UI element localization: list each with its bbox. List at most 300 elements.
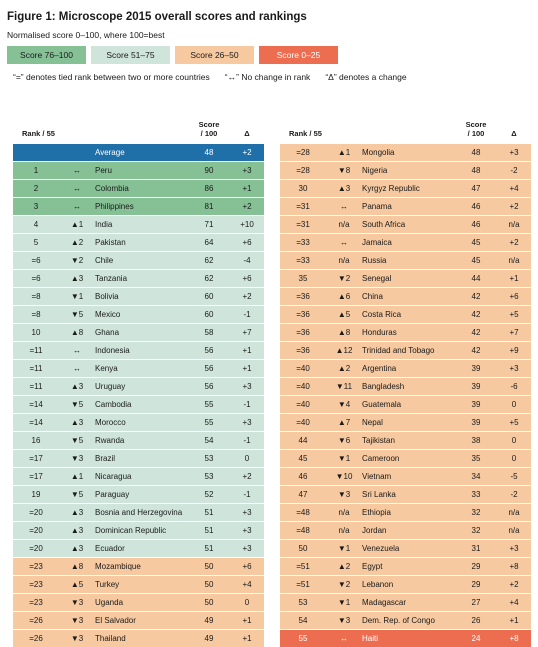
table-row	[13, 143, 264, 161]
score-cell: 58	[204, 328, 214, 337]
rank-change-cell: ▲3	[337, 184, 351, 193]
rank-cell: =23	[29, 580, 43, 589]
rank-change-cell: ▼1	[337, 454, 351, 463]
rank-cell: 10	[31, 328, 41, 337]
table-body	[280, 143, 531, 647]
country-name: South Africa	[362, 220, 406, 229]
score-change-cell: +2	[242, 202, 252, 211]
score-change-cell: +3	[242, 544, 252, 553]
rank-cell: 53	[298, 598, 308, 607]
rank-cell: 16	[31, 436, 41, 445]
score-change-cell: n/a	[508, 508, 520, 517]
table-row	[280, 467, 531, 485]
rank-change-cell: n/a	[338, 526, 350, 535]
score-change-cell: +10	[240, 220, 254, 229]
country-name: Chile	[95, 256, 114, 265]
rank-cell: 50	[298, 544, 308, 553]
score-cell: 29	[471, 580, 481, 589]
rank-change-cell: ↔	[73, 202, 81, 211]
rank-cell: =6	[31, 256, 41, 265]
score-change-cell: n/a	[508, 256, 520, 265]
table-row	[280, 503, 531, 521]
score-change-cell: +5	[509, 418, 519, 427]
score-change-cell: +6	[242, 562, 252, 571]
score-change-cell: -4	[243, 256, 251, 265]
score-cell: 42	[471, 292, 481, 301]
table-row	[280, 215, 531, 233]
score-change-cell: 0	[511, 436, 517, 445]
country-name: Pakistan	[95, 238, 126, 247]
table-row	[13, 431, 264, 449]
table-row	[13, 503, 264, 521]
rank-change-cell: ▲3	[70, 382, 84, 391]
table-row	[280, 431, 531, 449]
rank-cell: =48	[296, 508, 310, 517]
table-row	[280, 161, 531, 179]
country-name: Morocco	[95, 418, 126, 427]
country-name: Thailand	[95, 634, 126, 643]
score-change-cell: +1	[242, 364, 252, 373]
score-cell: 56	[204, 346, 214, 355]
table-row	[280, 359, 531, 377]
score-change-cell: +9	[509, 346, 519, 355]
rank-cell: =20	[29, 508, 43, 517]
country-name: Argentina	[362, 364, 397, 373]
header-score-line2: / 100	[467, 129, 485, 138]
score-change-cell: -1	[243, 400, 251, 409]
rank-cell: 4	[33, 220, 39, 229]
rank-change-cell: ▼5	[70, 490, 84, 499]
table-row	[280, 377, 531, 395]
table-row	[280, 395, 531, 413]
country-name: Sri Lanka	[362, 490, 396, 499]
rank-change-cell: ↔	[73, 166, 81, 175]
rank-change-cell: ▲3	[70, 526, 84, 535]
score-change-cell: -5	[510, 472, 518, 481]
rank-cell: =36	[296, 328, 310, 337]
rank-change-cell: ▼11	[335, 382, 353, 391]
rank-change-cell: ▲8	[337, 328, 351, 337]
rank-change-cell: ▼3	[70, 598, 84, 607]
rank-cell: =8	[31, 292, 41, 301]
score-cell: 81	[204, 202, 214, 211]
score-legend	[7, 46, 338, 64]
rank-change-cell: ▲12	[335, 346, 353, 355]
rank-change-cell: ↔	[340, 634, 348, 643]
country-name: Nigeria	[362, 166, 388, 175]
table-row	[13, 485, 264, 503]
table-row	[13, 179, 264, 197]
table-row	[280, 179, 531, 197]
rank-change-cell: ▼5	[70, 310, 84, 319]
rank-cell: =40	[296, 400, 310, 409]
score-change-cell: +4	[509, 598, 519, 607]
score-cell: 56	[204, 364, 214, 373]
rank-cell: =31	[296, 202, 310, 211]
country-name: Peru	[95, 166, 112, 175]
table-row	[13, 197, 264, 215]
country-name: Dominican Republic	[95, 526, 167, 535]
table-row	[280, 413, 531, 431]
rank-change-cell: ▲7	[337, 418, 351, 427]
rank-change-cell: ▲3	[70, 418, 84, 427]
score-change-cell: n/a	[508, 220, 520, 229]
score-change-cell: +6	[509, 292, 519, 301]
rank-change-cell: ▲2	[70, 238, 84, 247]
score-cell: 86	[204, 184, 214, 193]
country-name: Tajikistan	[362, 436, 395, 445]
rank-change-cell: ▲1	[70, 220, 84, 229]
rank-change-cell: ▼3	[337, 490, 351, 499]
table-row	[13, 251, 264, 269]
country-name: Nicaragua	[95, 472, 132, 481]
score-change-cell: +8	[509, 562, 519, 571]
score-change-cell: 0	[511, 400, 517, 409]
score-change-cell: +3	[509, 544, 519, 553]
score-change-cell: +2	[509, 238, 519, 247]
country-name: Haiti	[362, 634, 379, 643]
score-change-cell: +4	[509, 184, 519, 193]
rank-cell: =8	[31, 310, 41, 319]
ranking-table-right	[280, 112, 531, 647]
rank-change-cell: ▼8	[337, 166, 351, 175]
country-name: Guatemala	[362, 400, 402, 409]
country-name: Cameroon	[362, 454, 400, 463]
table-row	[13, 215, 264, 233]
rank-cell: =26	[29, 634, 43, 643]
rank-cell: =11	[29, 346, 43, 355]
score-cell: 53	[204, 454, 214, 463]
country-name: Jamaica	[362, 238, 392, 247]
country-name: Jordan	[362, 526, 387, 535]
rank-cell: 44	[298, 436, 308, 445]
rank-change-cell: ↔	[340, 202, 348, 211]
country-name: Paraguay	[95, 490, 130, 499]
country-name: Egypt	[362, 562, 383, 571]
country-name: Ecuador	[95, 544, 125, 553]
table-row	[13, 593, 264, 611]
country-name: Average	[95, 148, 125, 157]
score-cell: 48	[204, 148, 214, 157]
table-row	[280, 449, 531, 467]
score-cell: 44	[471, 274, 481, 283]
country-name: El Salvador	[95, 616, 136, 625]
rank-cell: 35	[298, 274, 308, 283]
score-cell: 60	[204, 310, 214, 319]
country-name: Lebanon	[362, 580, 394, 589]
score-cell: 39	[471, 400, 481, 409]
rank-change-cell: ▼3	[70, 454, 84, 463]
score-change-cell: +2	[242, 292, 252, 301]
rank-cell: =11	[29, 364, 43, 373]
rank-cell: =14	[29, 418, 43, 427]
rank-cell: =36	[296, 292, 310, 301]
score-cell: 42	[471, 310, 481, 319]
score-cell: 51	[204, 544, 214, 553]
score-cell: 50	[204, 598, 214, 607]
rank-change-cell: ▲5	[70, 580, 84, 589]
rank-cell: 55	[298, 634, 308, 643]
header-score-line1: Score	[198, 120, 220, 129]
table-row	[280, 341, 531, 359]
score-cell: 46	[471, 202, 481, 211]
score-cell: 48	[471, 148, 481, 157]
legend-swatch-26-50: Score 26–50	[175, 46, 254, 64]
ranking-table-left	[13, 112, 264, 647]
score-cell: 50	[204, 562, 214, 571]
table-row	[280, 557, 531, 575]
rank-change-cell: ▼10	[335, 472, 353, 481]
rank-change-cell: ▼4	[337, 400, 351, 409]
score-cell: 47	[471, 184, 481, 193]
score-cell: 50	[204, 580, 214, 589]
score-cell: 45	[471, 238, 481, 247]
rank-cell: =48	[296, 526, 310, 535]
rank-cell: =6	[31, 274, 41, 283]
score-change-cell: +7	[509, 328, 519, 337]
score-change-cell: 0	[511, 454, 517, 463]
score-change-cell: +8	[509, 634, 519, 643]
country-name: Vietnam	[362, 472, 392, 481]
country-name: Dem. Rep. of Congo	[362, 616, 435, 625]
country-name: Turkey	[95, 580, 120, 589]
table-row	[13, 557, 264, 575]
rank-cell: 47	[298, 490, 308, 499]
table-row	[13, 395, 264, 413]
rank-change-cell: ▲3	[70, 508, 84, 517]
rank-cell: 45	[298, 454, 308, 463]
score-cell: 52	[204, 490, 214, 499]
score-change-cell: +3	[242, 508, 252, 517]
score-cell: 34	[471, 472, 481, 481]
rank-change-cell: ▼3	[337, 616, 351, 625]
country-name: Russia	[362, 256, 387, 265]
rank-cell: =40	[296, 364, 310, 373]
rank-change-cell: ▲8	[70, 328, 84, 337]
score-cell: 39	[471, 364, 481, 373]
rank-change-cell: ▲2	[337, 364, 351, 373]
rank-cell: 30	[298, 184, 308, 193]
header-score	[458, 120, 494, 138]
notes	[13, 72, 407, 82]
country-name: Trinidad and Tobago	[362, 346, 435, 355]
table-row	[13, 233, 264, 251]
country-name: Bangladesh	[362, 382, 405, 391]
score-cell: 38	[471, 436, 481, 445]
score-change-cell: -1	[243, 490, 251, 499]
note-tied-rank: “=” denotes tied rank between two or more countries	[13, 72, 210, 82]
country-name: Kenya	[95, 364, 118, 373]
table-row	[280, 269, 531, 287]
table-row	[13, 161, 264, 179]
score-cell: 39	[471, 382, 481, 391]
score-cell: 45	[471, 256, 481, 265]
country-name: Honduras	[362, 328, 397, 337]
score-cell: 32	[471, 508, 481, 517]
table-row	[280, 575, 531, 593]
rank-change-cell: ↔	[73, 364, 81, 373]
table-row	[280, 143, 531, 161]
rank-change-cell: ▼2	[70, 256, 84, 265]
country-name: Philippines	[95, 202, 134, 211]
rank-change-cell: ▲6	[337, 292, 351, 301]
rank-change-cell: ▼3	[70, 634, 84, 643]
header-score	[191, 120, 227, 138]
figure-subtitle: Normalised score 0–100, where 100=best	[7, 30, 165, 40]
rank-change-cell: ▼3	[70, 616, 84, 625]
note-no-change: “↔” No change in rank	[224, 72, 311, 82]
rank-cell: =11	[29, 382, 43, 391]
table-body	[13, 143, 264, 647]
country-name: Tanzania	[95, 274, 128, 283]
rank-change-cell: ▼5	[70, 400, 84, 409]
score-cell: 33	[471, 490, 481, 499]
table-row	[13, 269, 264, 287]
score-cell: 60	[204, 292, 214, 301]
score-cell: 26	[471, 616, 481, 625]
rank-change-cell: ▲3	[70, 544, 84, 553]
score-change-cell: +1	[242, 346, 252, 355]
table-header	[280, 112, 531, 143]
header-score-line1: Score	[465, 120, 487, 129]
country-name: Bosnia and Herzegovina	[95, 508, 183, 517]
rank-cell: =51	[296, 562, 310, 571]
table-row	[13, 521, 264, 539]
score-change-cell: +5	[509, 310, 519, 319]
header-rank: Rank / 55	[289, 129, 322, 138]
rank-cell: =23	[29, 562, 43, 571]
table-row	[13, 323, 264, 341]
score-change-cell: +1	[242, 634, 252, 643]
country-name: India	[95, 220, 113, 229]
rank-cell: =40	[296, 418, 310, 427]
score-change-cell: 0	[244, 454, 250, 463]
score-change-cell: -2	[510, 166, 518, 175]
table-row	[13, 539, 264, 557]
rank-change-cell: ▼1	[337, 598, 351, 607]
country-name: China	[362, 292, 383, 301]
country-name: Mexico	[95, 310, 121, 319]
rank-cell: =31	[296, 220, 310, 229]
rank-change-cell: ▼2	[337, 274, 351, 283]
rank-cell: 19	[31, 490, 41, 499]
country-name: Uganda	[95, 598, 124, 607]
score-change-cell: +3	[242, 382, 252, 391]
table-row	[280, 593, 531, 611]
table-row	[13, 305, 264, 323]
rank-change-cell: ↔	[340, 238, 348, 247]
score-change-cell: +7	[242, 328, 252, 337]
score-change-cell: +3	[242, 526, 252, 535]
score-cell: 51	[204, 508, 214, 517]
country-name: Colombia	[95, 184, 129, 193]
score-cell: 62	[204, 274, 214, 283]
rank-change-cell: ↔	[73, 346, 81, 355]
country-name: Brazil	[95, 454, 116, 463]
rank-cell: 2	[33, 184, 39, 193]
rank-change-cell: ▲8	[70, 562, 84, 571]
country-name: Uruguay	[95, 382, 126, 391]
rank-cell: =20	[29, 544, 43, 553]
score-change-cell: -2	[510, 490, 518, 499]
score-change-cell: +6	[242, 274, 252, 283]
table-row	[13, 449, 264, 467]
score-change-cell: +3	[509, 364, 519, 373]
legend-swatch-76-100: Score 76–100	[7, 46, 86, 64]
rank-cell: 54	[298, 616, 308, 625]
country-name: Indonesia	[95, 346, 130, 355]
score-cell: 53	[204, 472, 214, 481]
score-cell: 42	[471, 328, 481, 337]
rank-change-cell: ▼1	[70, 292, 84, 301]
rank-cell: 1	[33, 166, 39, 175]
country-name: Madagascar	[362, 598, 407, 607]
score-cell: 56	[204, 382, 214, 391]
table-row	[13, 341, 264, 359]
country-name: Mongolia	[362, 148, 395, 157]
score-cell: 49	[204, 616, 214, 625]
legend-swatch-51-75: Score 51–75	[91, 46, 170, 64]
table-row	[13, 575, 264, 593]
rank-change-cell: ▲1	[337, 148, 351, 157]
header-delta: Δ	[511, 129, 517, 138]
rank-cell: =36	[296, 310, 310, 319]
score-cell: 29	[471, 562, 481, 571]
rank-change-cell: ▼5	[70, 436, 84, 445]
rank-cell: =51	[296, 580, 310, 589]
score-cell: 71	[204, 220, 214, 229]
score-change-cell: +3	[242, 418, 252, 427]
rank-cell: =14	[29, 400, 43, 409]
table-row	[280, 629, 531, 647]
score-cell: 51	[204, 526, 214, 535]
country-name: Panama	[362, 202, 392, 211]
score-change-cell: +2	[509, 580, 519, 589]
note-change: “Δ” denotes a change	[325, 72, 407, 82]
country-name: Rwanda	[95, 436, 125, 445]
table-row	[13, 413, 264, 431]
table-row	[13, 359, 264, 377]
score-change-cell: +2	[509, 202, 519, 211]
rank-change-cell: ▲1	[70, 472, 84, 481]
header-score-line2: / 100	[200, 129, 218, 138]
rank-change-cell: n/a	[338, 508, 350, 517]
rank-change-cell: ▲3	[70, 274, 84, 283]
figure-title: Figure 1: Microscope 2015 overall scores and rankings	[7, 11, 307, 23]
score-change-cell: -6	[510, 382, 518, 391]
score-cell: 32	[471, 526, 481, 535]
rank-cell: 46	[298, 472, 308, 481]
score-cell: 24	[471, 634, 481, 643]
score-change-cell: +1	[509, 274, 519, 283]
score-cell: 90	[204, 166, 214, 175]
score-cell: 54	[204, 436, 214, 445]
rank-cell: =36	[296, 346, 310, 355]
score-cell: 49	[204, 634, 214, 643]
table-row	[280, 287, 531, 305]
table-row	[280, 521, 531, 539]
table-row	[13, 377, 264, 395]
country-name: Mozambique	[95, 562, 141, 571]
score-change-cell: +6	[242, 238, 252, 247]
score-cell: 55	[204, 400, 214, 409]
rank-cell: 5	[33, 238, 39, 247]
table-header	[13, 112, 264, 143]
country-name: Nepal	[362, 418, 383, 427]
score-cell: 35	[471, 454, 481, 463]
score-cell: 62	[204, 256, 214, 265]
rank-cell: =17	[29, 454, 43, 463]
